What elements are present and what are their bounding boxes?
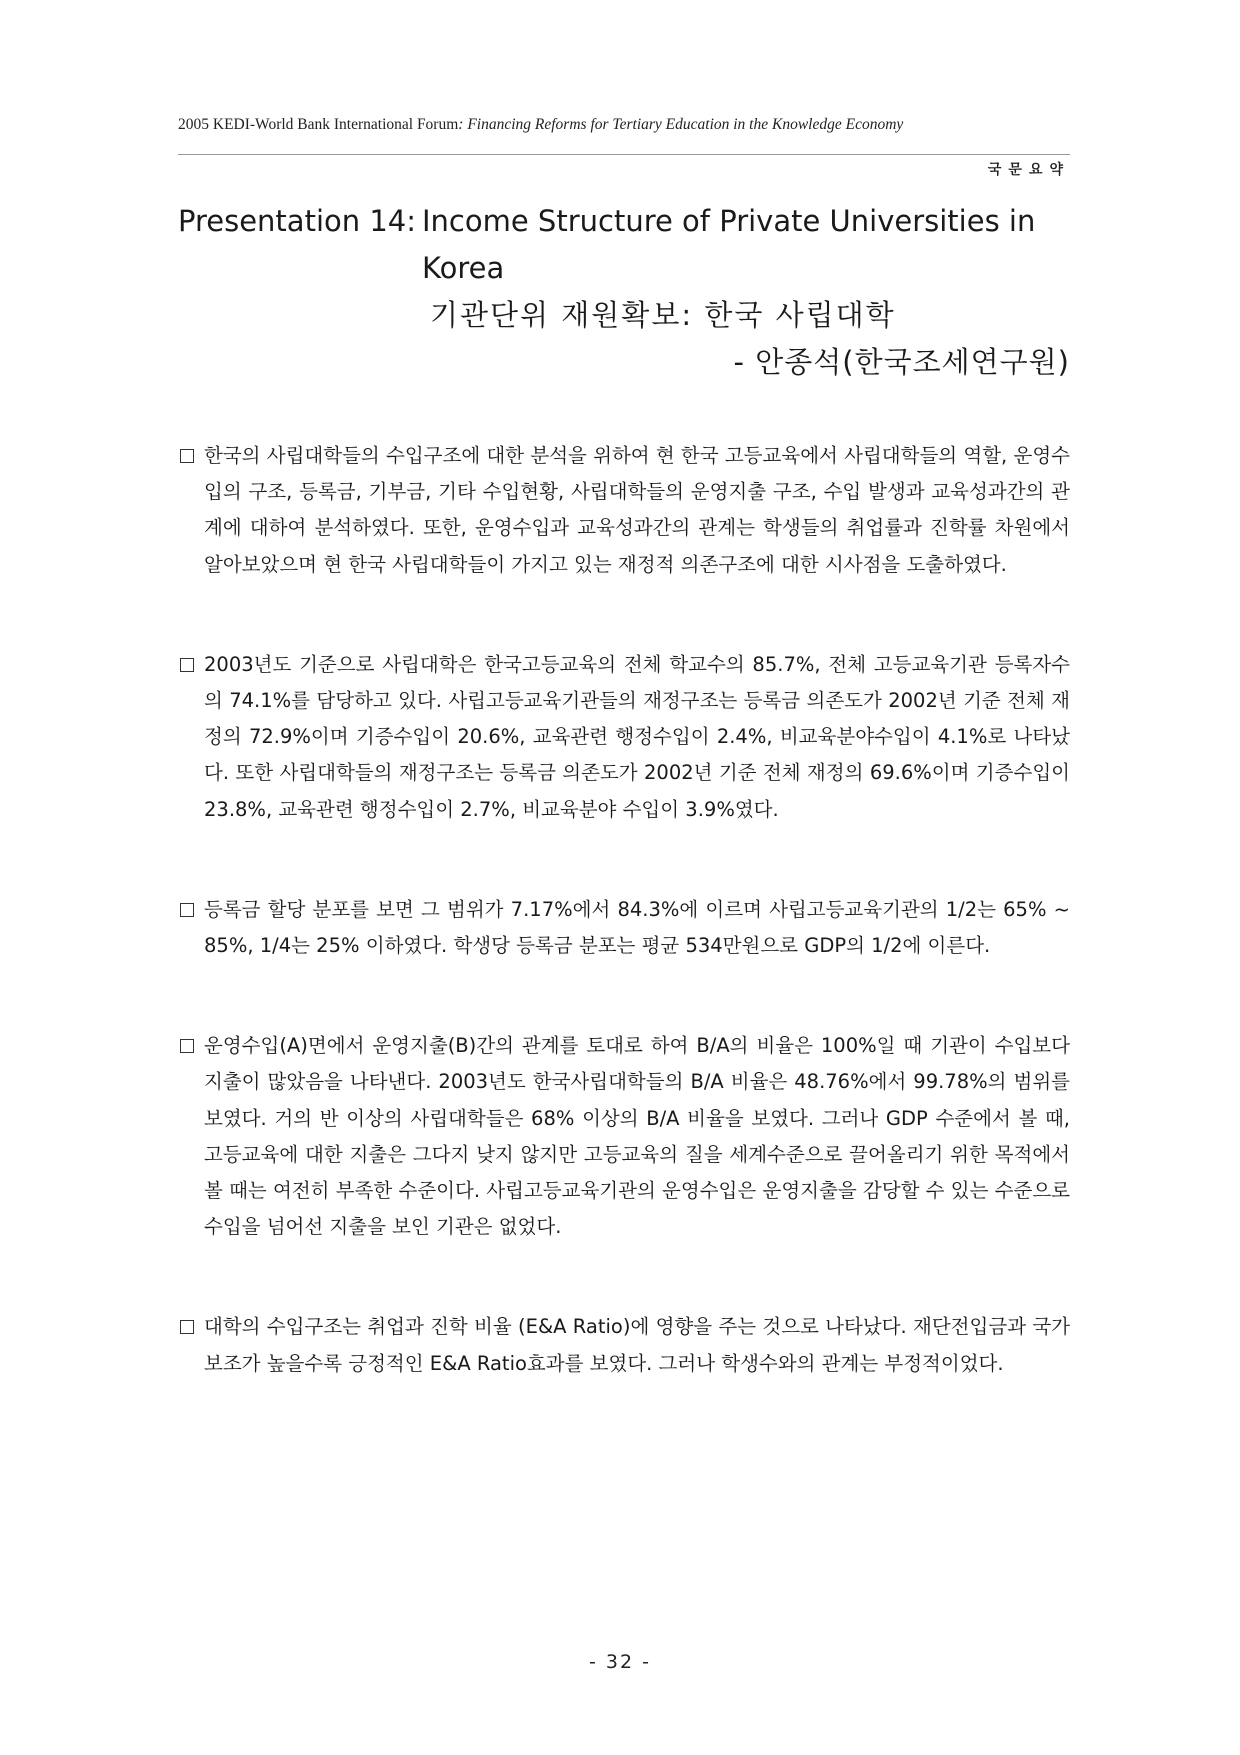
summary-paragraph-5 [178,1309,1070,1381]
running-header-forum: 2005 KEDI-World Bank International Forum [178,116,459,133]
title-english-line-1 [178,198,1070,245]
checkbox-bullet-icon [180,903,194,917]
summary-paragraph-4 [178,1028,1070,1245]
paragraph-text: 등록금 할당 분포를 보면 그 범위가 7.17%에서 84.3%에 이르며 사립고등교육기관의 1/2는 65% ~ 85%, 1/4는 25% 이하였다. 학생당 등록금 분포는 평균 534만원으로 GDP의 1/2에 이른다. [204,897,1070,958]
title-author: - 안종석(한국조세연구원) [733,345,1070,379]
title-english-line-2: Korea [422,251,505,285]
title-korean: 기관단위 재원확보: 한국 사립대학 [430,298,896,332]
paragraph-text: 2003년도 기준으로 사립대학은 한국고등교육의 전체 학교수의 85.7%, 전체 고등교육기관 등록자수의 74.1%를 담당하고 있다. 사립고등교육기관들의 재정구조는 등록금 의존도가 2002년 기준 전체 재정의 72.9%이며 기증수입이 20.6%, 교육관련 행정수입이 2.4%, 비교육분야수입이 4.1%로 나타났다. 또한 사립대학들의 재정구조는 등록금 의존도가 2002년 기준 전체 재정의 69.6%이며 기증수입이 23.8%, 교육관련 행정수입이 2.7%, 비교육분야 수입이 3.9%였다. [204,652,1070,821]
title-prefix: Presentation 14: [178,204,417,238]
paragraph-text: 운영수입(A)면에서 운영지출(B)간의 관계를 토대로 하여 B/A의 비율은 100%일 때 기관이 수입보다 지출이 많았음을 나타낸다. 2003년도 한국사립대학들의 B/A 비율은 48.76%에서 99.78%의 범위를 보였다. 거의 반 이상의 사립대학들은 68% 이상의 B/A 비율을 보였다. 그러나 GDP 수준에서 볼 때, 고등교육에 대한 지출은 그다지 낮지 않지만 고등교육의 질을 세계수준으로 끌어올리기 위한 목적에서 볼 때는 여전히 부족한 수준이다. 사립고등교육기관의 운영수입은 운영지출을 감당할 수 있는 수준으로 수입을 넘어선 지출을 보인 기관은 없었다. [204,1034,1070,1239]
title-block [178,198,1070,386]
summary-paragraph-2 [178,647,1070,828]
header-divider [178,154,1070,155]
summary-body [178,438,1070,1446]
checkbox-bullet-icon [180,1039,194,1053]
running-header [178,116,903,134]
summary-paragraph-1 [178,438,1070,583]
page-number: - 32 - [589,1651,651,1673]
title-english-text-1: Income Structure of Private Universities in [422,204,1036,238]
paragraph-text: 한국의 사립대학들의 수입구조에 대한 분석을 위하여 현 한국 고등교육에서 사립대학들의 역할, 운영수입의 구조, 등록금, 기부금, 기타 수입현황, 사립대학들의 운영지출 구조, 수입 발생과 교육성과간의 관계에 대하여 분석하였다. 또한, 운영수입과 교육성과간의 관계는 학생들의 취업률과 진학률 차원에서 알아보았으며 현 한국 사립대학들이 가지고 있는 재정적 의존구조에 대한 시사점을 도출하였다. [204,444,1070,576]
section-tag: 국문요약 [987,162,1070,178]
summary-paragraph-3 [178,892,1070,964]
checkbox-bullet-icon [180,1320,194,1334]
paragraph-text: 대학의 수입구조는 취업과 진학 비율 (E&A Ratio)에 영향을 주는 것으로 나타났다. 재단전입금과 국가보조가 높을수록 긍정적인 E&A Ratio효과를 보였다. 그러나 학생수와의 관계는 부정적이었다. [204,1315,1070,1375]
checkbox-bullet-icon [180,658,194,672]
checkbox-bullet-icon [180,449,194,463]
running-header-theme: : Financing Reforms for Tertiary Education in the Knowledge Economy [458,116,904,133]
